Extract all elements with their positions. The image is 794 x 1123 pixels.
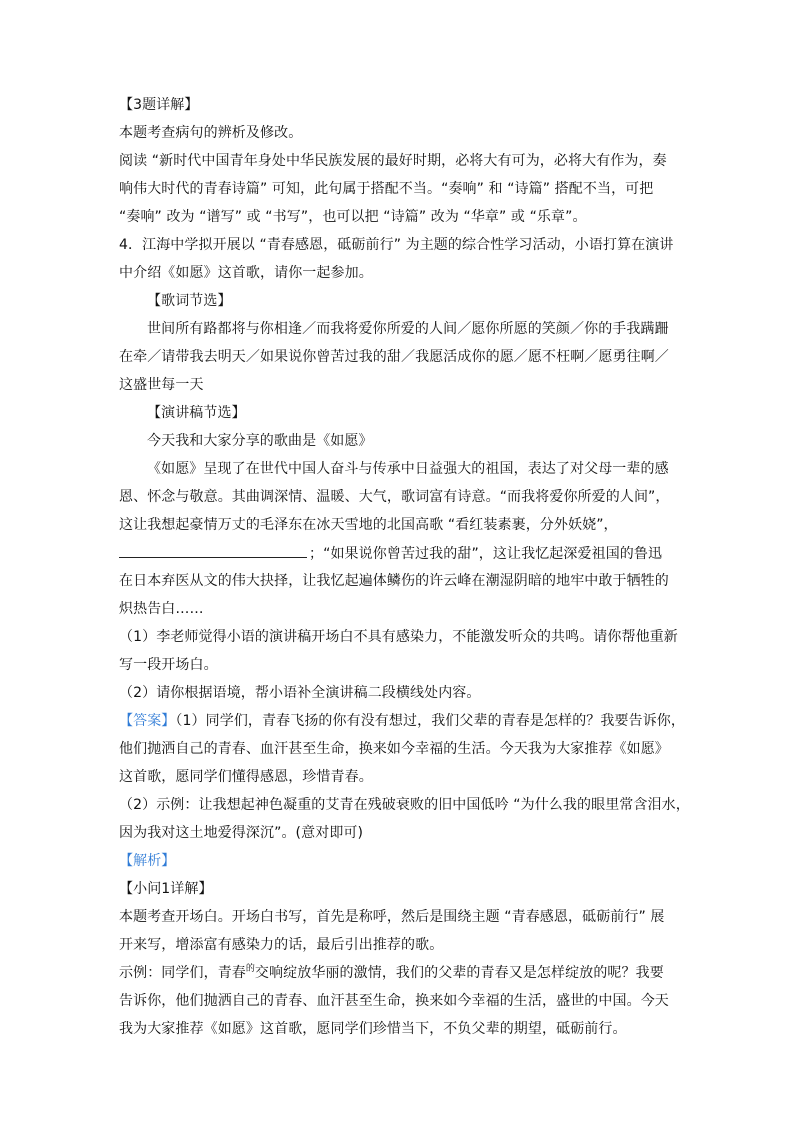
lyrics-line: 这盛世每一天 [119, 377, 204, 393]
example-line [119, 961, 689, 985]
analysis-label: 【解析】 [119, 853, 176, 869]
answer-line: 他们抛洒自己的青春、血汗甚至生命，换来如今幸福的生活。今天我为大家推荐《如愿》 [119, 741, 669, 757]
example-text: 交响绽放华丽的激情，我们的父辈的青春又是怎样绽放的呢？我要 [254, 965, 664, 981]
speech-line: 恩、怀念与敬意。其曲调深情、温暖、大气，歌词富有诗意。“而我将爱你所爱的人间”， [119, 489, 670, 505]
speech-line-with-blank [119, 541, 689, 565]
answer-line: （2）示例：让我想起神色凝重的艾青在残破衰败的旧中国低吟 “为什么我的眼里常含泪水， [119, 797, 690, 813]
answer-line: 因为我对这土地爱得深沉”。(意对即可) [119, 825, 364, 841]
fill-in-blank [119, 541, 307, 558]
q3-explanation-line: 本题考查病句的辨析及修改。 [119, 125, 303, 141]
lyrics-line: 在牵／请带我去明天／如果说你曾苦过我的甜／我愿活成你的愿／愿不枉啊／愿勇往啊／ [119, 349, 669, 365]
speech-line: 今天我和大家分享的歌曲是《如愿》 [147, 433, 373, 449]
q3-explanation-line: “奏响” 改为 “谱写” 或 “书写”，也可以把 “诗篇” 改为 “华章” 或 “乐章”。 [119, 209, 587, 225]
q3-explanation-line: 响伟大时代的青春诗篇” 可知，此句属于搭配不当。“奏响” 和 “诗篇” 搭配不当，可把 [119, 181, 654, 197]
lyrics-heading: 【歌词节选】 [147, 293, 232, 309]
sub-question-2: （2）请你根据语境，帮小语补全演讲稿二段横线处内容。 [119, 685, 481, 701]
speech-line: 在日本弃医从文的伟大抉择，让我忆起遍体鳞伤的许云峰在潮湿阴暗的地牢中敢于牺牲的 [119, 573, 669, 589]
answer-text: （1）同学们，青春飞扬的你有没有想过，我们父辈的青春是怎样的？我要告诉你， [175, 713, 686, 729]
lyrics-line: 世间所有路都将与你相逢／而我将爱你所爱的人间／愿你所愿的笑颜／你的手我蹒跚 [147, 321, 669, 337]
sub-question-1: 写一段开场白。 [119, 657, 218, 673]
question-4-line: 4．江海中学拟开展以 “青春感恩，砥砺前行” 为主题的综合性学习活动，小语打算在演讲 [119, 237, 674, 253]
document-body [119, 93, 689, 1045]
speech-line-text: ；“如果说你曾苦过我的甜”，这让我忆起深爱祖国的鲁迅 [309, 546, 663, 562]
answer-line [119, 709, 689, 733]
example-line: 告诉你，他们抛洒自己的青春、血汗甚至生命，换来如今幸福的生活，盛世的中国。今天 [119, 993, 669, 1009]
q3-detail-heading: 【3题详解】 [119, 97, 199, 113]
sub-question-1: （1）李老师觉得小语的演讲稿开场白不具有感染力，不能激发听众的共鸣。请你帮他重新 [119, 629, 678, 645]
question-4-line: 中介绍《如愿》这首歌，请你一起参加。 [119, 265, 373, 281]
sub1-detail-heading: 【小问1详解】 [119, 881, 213, 897]
example-line: 我为大家推荐《如愿》这首歌，愿同学们珍惜当下，不负父辈的期望，砥砺前行。 [119, 1021, 627, 1037]
superscript-char: 的 [245, 964, 255, 974]
example-text: 示例：同学们，青春 [119, 965, 246, 981]
speech-line: 这让我想起豪情万丈的毛泽东在冰天雪地的北国高歌 “看红装素裹，分外妖娆”， [119, 517, 618, 533]
sub1-explanation-line: 本题考查开场白。开场白书写，首先是称呼，然后是围绕主题 “青春感恩，砥砺前行” 展 [119, 909, 665, 925]
answer-line: 这首歌，愿同学们懂得感恩，珍惜青春。 [119, 769, 373, 785]
speech-line: 《如愿》呈现了在世代中国人奋斗与传承中日益强大的祖国，表达了对父母一辈的感 [147, 461, 669, 477]
sub1-explanation-line: 开来写，增添富有感染力的话，最后引出推荐的歌。 [119, 937, 444, 953]
q3-explanation-line: 阅读 “新时代中国青年身处中华民族发展的最好时期，必将大有可为，必将大有作为，奏 [119, 153, 667, 169]
speech-line: 炽热告白…… [119, 601, 204, 617]
speech-heading: 【演讲稿节选】 [147, 405, 246, 421]
answer-label: 【答案】 [119, 713, 176, 729]
